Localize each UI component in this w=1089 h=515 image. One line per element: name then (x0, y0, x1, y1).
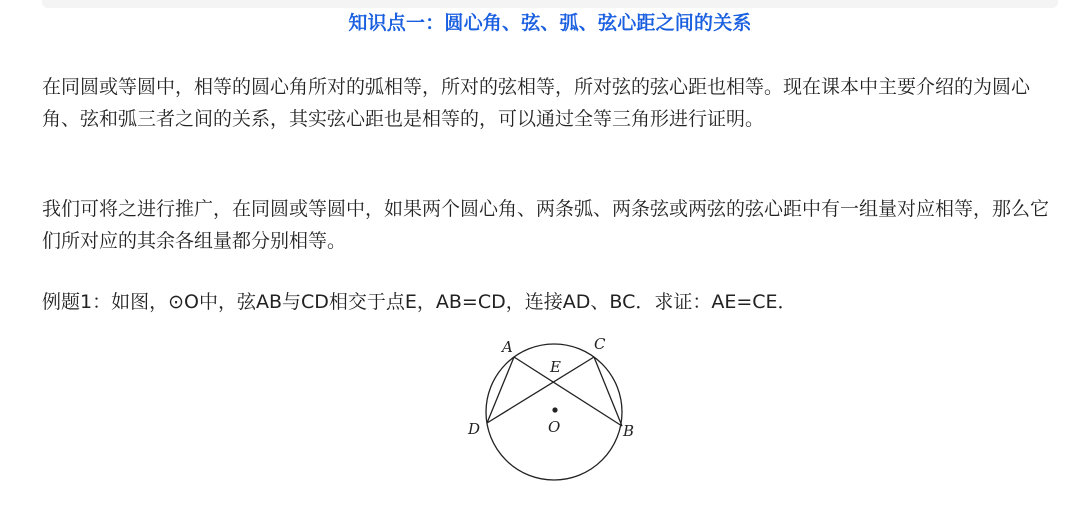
label-d: D (468, 420, 481, 438)
label-o: O (548, 418, 561, 436)
circle-diagram (460, 330, 650, 495)
segment-bc (594, 357, 622, 426)
label-b: B (623, 422, 635, 440)
segment-ad (487, 357, 514, 423)
center-point (552, 407, 557, 412)
paragraph-generalization: 我们可将之进行推广，在同圆或等圆中，如果两个圆心角、两条弧、两条弦或两弦的弦心距中有一组量对应相等，那么它们所对应的其余各组量都分别相等。 (42, 198, 1050, 252)
geometry-figure (460, 330, 650, 495)
paragraph-definition: 在同圆或等圆中，相等的圆心角所对的弧相等，所对的弦相等，所对弦的弦心距也相等。现在课本中主要介绍的为圆心角、弦和弧三者之间的关系，其实弦心距也是相等的，可以通过全等三角形进行证明。 (42, 76, 1031, 130)
top-card-edge (42, 0, 1058, 8)
label-c: C (594, 335, 606, 353)
paragraph-example: 例题1：如图，⊙O中，弦AB与CD相交于点E，AB=CD，连接AD、BC．求证：AE=CE． (42, 291, 797, 313)
label-e: E (550, 358, 561, 376)
label-a: A (502, 338, 513, 356)
section-title: 知识点一：圆心角、弦、弧、弦心距之间的关系 (348, 12, 752, 34)
